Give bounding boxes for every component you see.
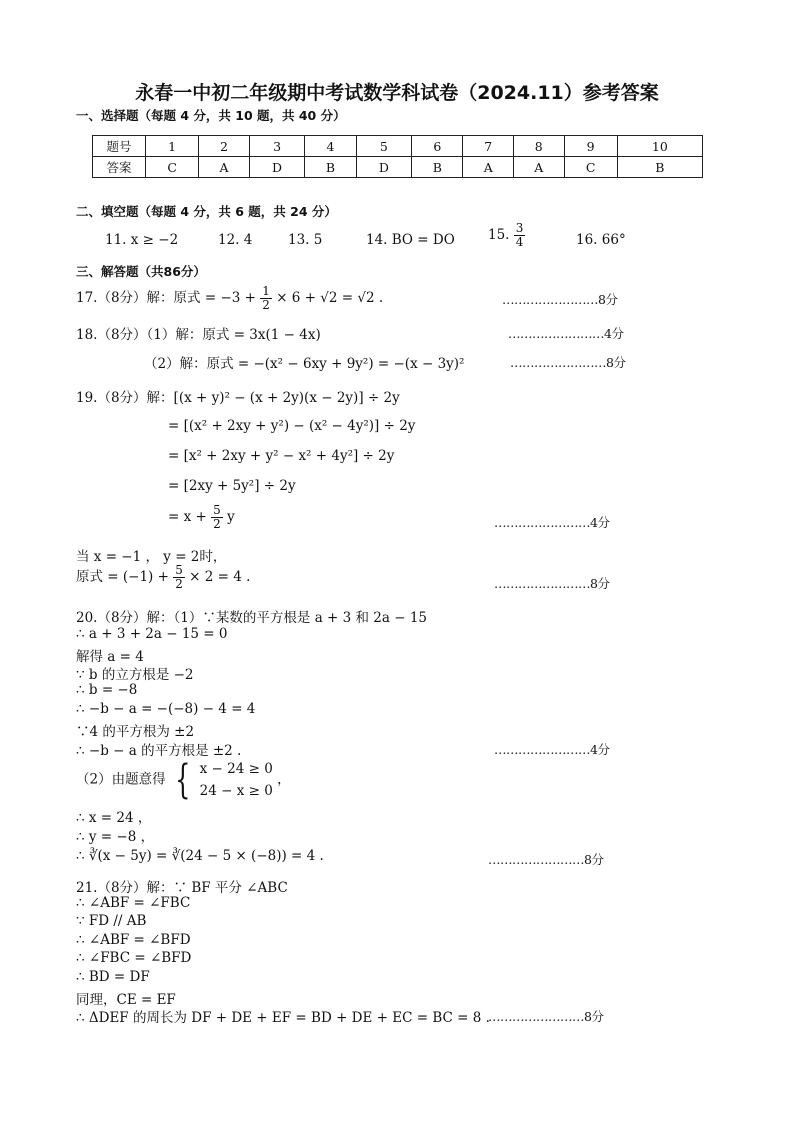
table-cell: C bbox=[564, 157, 617, 178]
section-solve-heading: 三、解答题（共86分） bbox=[76, 264, 206, 279]
q21-line-5: ∴ ∠FBC = ∠BFD bbox=[76, 950, 192, 966]
fill-answer-13: 13. 5 bbox=[288, 232, 323, 248]
q17-part-a: 17.（8分）解：原式 = −3 + bbox=[76, 290, 256, 306]
table-cell: B bbox=[617, 157, 702, 178]
q17-part-b: × 6 + √2 = √2 . bbox=[276, 290, 384, 306]
score-mark: ……………………4分 bbox=[494, 742, 610, 757]
q19-line-2: = [(x² + 2xy + y²) − (x² − 4y²)] ÷ 2y bbox=[168, 418, 416, 434]
q19-line-1: 19.（8分）解：[(x + y)² − (x + 2y)(x − 2y)] ÷ 2y bbox=[76, 390, 400, 406]
q20-line-7: ∵4 的平方根为 ±2 bbox=[76, 724, 195, 740]
fraction-3-4 bbox=[514, 222, 526, 249]
table-cell: 2 bbox=[199, 136, 250, 157]
fraction-denominator: 4 bbox=[515, 235, 524, 249]
table-cell: B bbox=[305, 157, 356, 178]
q21-line-3: ∵ FD // AB bbox=[76, 913, 147, 929]
fraction-denominator: 2 bbox=[213, 517, 221, 531]
page-title: 永春一中初二年级期中考试数学科试卷（2024.11）参考答案 bbox=[135, 82, 659, 104]
q20-line-4: ∵ b 的立方根是 −2 bbox=[76, 667, 194, 683]
q17-line bbox=[76, 285, 383, 312]
q21-line-2: ∴ ∠ABF = ∠FBC bbox=[76, 895, 191, 911]
q20-line-12: ∴ ∛(x − 5y) = ∛(24 − 5 × (−8)) = 4 . bbox=[76, 848, 324, 864]
q21-line-6: ∴ BD = DF bbox=[76, 969, 150, 985]
fill-answer-16: 16. 66° bbox=[576, 232, 626, 248]
table-cell: D bbox=[249, 157, 305, 178]
fraction-numerator: 5 bbox=[175, 563, 183, 577]
q19-line-6: 当 x = −1 ， y = 2时， bbox=[76, 549, 227, 565]
table-cell: 1 bbox=[146, 136, 199, 157]
q20-line-3: 解得 a = 4 bbox=[76, 649, 144, 665]
table-row-answers bbox=[93, 157, 703, 178]
section-fill-heading: 二、填空题（每题 4 分，共 6 题，共 24 分） bbox=[76, 204, 337, 219]
fill-answer-11: 11. x ≥ −2 bbox=[105, 232, 179, 248]
fraction-denominator: 2 bbox=[262, 298, 270, 312]
q19-5-part-a: = x + bbox=[168, 509, 207, 525]
q20-9-part-a: （2）由题意得 bbox=[76, 771, 166, 788]
fill-15-label: 15. bbox=[488, 227, 510, 243]
q21-line-7: 同理，CE = EF bbox=[76, 992, 176, 1008]
q20-9-part-b: ， bbox=[277, 771, 291, 788]
fill-answer-15 bbox=[488, 222, 525, 249]
table-cell: B bbox=[412, 157, 463, 178]
fraction-numerator: 5 bbox=[213, 503, 221, 517]
score-mark: ……………………8分 bbox=[488, 852, 604, 867]
score-mark: ……………………4分 bbox=[494, 515, 610, 530]
fill-answer-12: 12. 4 bbox=[218, 232, 253, 248]
q21-line-1: 21.（8分）解：∵ BF 平分 ∠ABC bbox=[76, 880, 288, 896]
fraction-denominator: 2 bbox=[175, 577, 183, 591]
q20-line-1: 20.（8分）解：（1）∵某数的平方根是 a + 3 和 2a − 15 bbox=[76, 610, 428, 626]
table-cell: A bbox=[199, 157, 250, 178]
table-cell: 6 bbox=[412, 136, 463, 157]
table-cell: 3 bbox=[249, 136, 305, 157]
fill-answer-14: 14. BO = DO bbox=[366, 232, 455, 248]
fraction-5-2 bbox=[173, 564, 185, 591]
q19-5-part-b: y bbox=[227, 509, 235, 525]
score-mark: ……………………8分 bbox=[502, 292, 618, 307]
row-label-question: 题号 bbox=[93, 136, 146, 157]
section-choice-heading: 一、选择题（每题 4 分，共 10 题，共 40 分） bbox=[76, 108, 346, 123]
fraction-numerator: 1 bbox=[262, 284, 270, 298]
q20-line-8: ∴ −b − a 的平方根是 ±2 . bbox=[76, 743, 242, 759]
inequality-1: x − 24 ≥ 0 bbox=[199, 761, 273, 777]
q20-line-9 bbox=[76, 758, 291, 802]
q19-line-5 bbox=[168, 504, 235, 531]
inequality-system bbox=[200, 758, 273, 802]
q18-line-1: 18.（8分）（1）解：原式 = 3x(1 − 4x) bbox=[76, 327, 321, 343]
row-label-answer: 答案 bbox=[93, 157, 146, 178]
q20-line-10: ∴ x = 24 ， bbox=[76, 810, 152, 826]
table-cell: A bbox=[513, 157, 564, 178]
score-mark: ……………………8分 bbox=[488, 1009, 604, 1024]
table-cell: 4 bbox=[305, 136, 356, 157]
q20-line-5: ∴ b = −8 bbox=[76, 682, 138, 698]
score-mark: ……………………8分 bbox=[510, 355, 626, 370]
fraction-numerator: 3 bbox=[515, 221, 524, 235]
table-cell: D bbox=[356, 157, 412, 178]
q19-line-3: = [x² + 2xy + y² − x² + 4y²] ÷ 2y bbox=[168, 448, 395, 464]
score-mark: ……………………4分 bbox=[508, 326, 624, 341]
q20-line-11: ∴ y = −8 ， bbox=[76, 829, 155, 845]
table-cell: A bbox=[463, 157, 514, 178]
fraction-5-2 bbox=[211, 504, 223, 531]
q18-line-2: （2）解：原式 = −(x² − 6xy + 9y²) = −(x − 3y)² bbox=[144, 356, 465, 372]
score-mark: ……………………8分 bbox=[494, 576, 610, 591]
left-brace-icon: { bbox=[174, 757, 191, 803]
table-cell: 7 bbox=[463, 136, 514, 157]
q20-line-2: ∴ a + 3 + 2a − 15 = 0 bbox=[76, 626, 228, 642]
q20-line-6: ∴ −b − a = −(−8) − 4 = 4 bbox=[76, 701, 256, 717]
table-cell: C bbox=[146, 157, 199, 178]
table-cell: 10 bbox=[617, 136, 702, 157]
table-cell: 5 bbox=[356, 136, 412, 157]
inequality-2: 24 − x ≥ 0 bbox=[199, 783, 273, 799]
q21-line-8: ∴ ΔDEF 的周长为 DF + DE + EF = BD + DE + EC = BC = 8 . bbox=[76, 1010, 490, 1026]
q19-line-7 bbox=[76, 564, 250, 591]
q19-line-4: = [2xy + 5y²] ÷ 2y bbox=[168, 478, 296, 494]
choice-answer-table bbox=[92, 135, 703, 178]
table-row-numbers bbox=[93, 136, 703, 157]
table-cell: 8 bbox=[513, 136, 564, 157]
q21-line-4: ∴ ∠ABF = ∠BFD bbox=[76, 932, 191, 948]
q19-7-part-b: × 2 = 4 . bbox=[189, 569, 251, 585]
table-cell: 9 bbox=[564, 136, 617, 157]
fraction-1-2 bbox=[260, 285, 272, 312]
q19-7-part-a: 原式 = (−1) + bbox=[76, 569, 169, 585]
